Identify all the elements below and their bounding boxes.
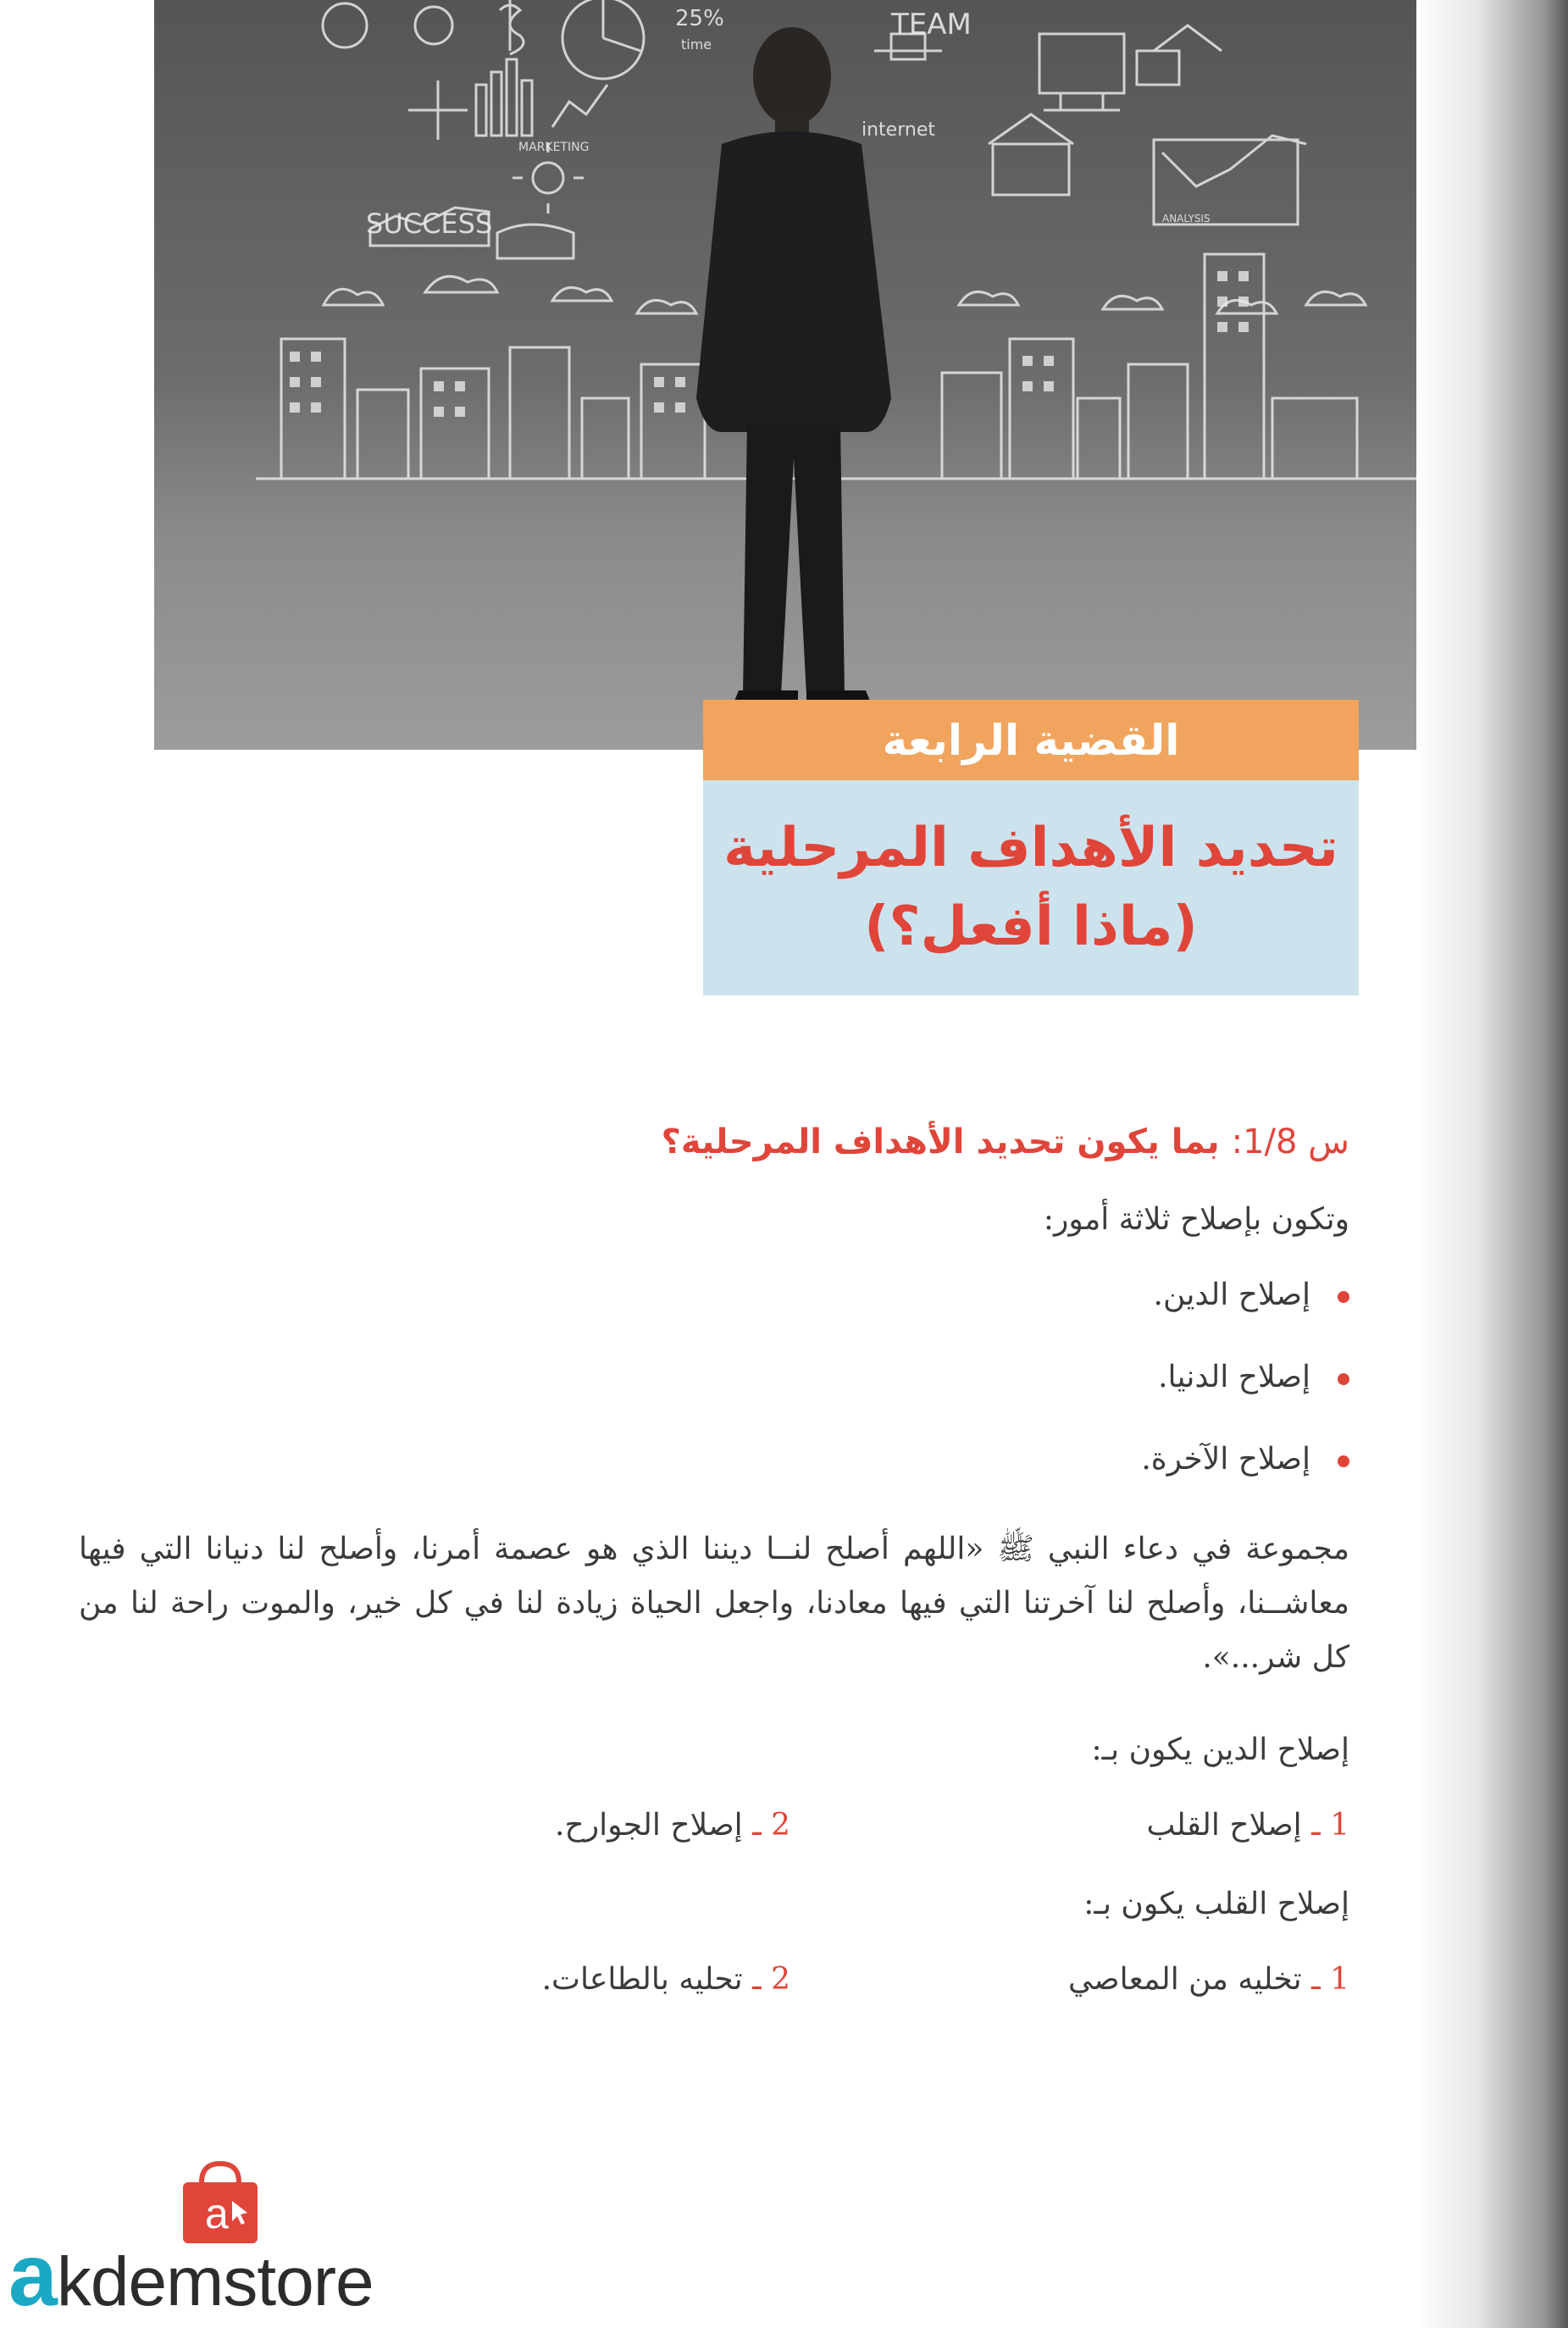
board-text-marketing: MARKETING [518, 141, 590, 154]
bullet-dot-icon [1338, 1291, 1349, 1303]
chapter-label: القضية الرابعة [703, 700, 1359, 780]
chapter-title [703, 780, 1359, 995]
board-text-time: time [681, 36, 712, 53]
akdemstore-logo [8, 2159, 440, 2325]
chapter-title-line1: تحديد الأهداف المرحلية [723, 817, 1338, 880]
dua-paragraph: مجموعة في دعاء النبي ﷺ «اللهم أصلح لنــا ديننا الذي هو عصمة أمرنا، وأصلح لنا دنيانا التي فيها معاشــنا، وأصلح لنا آخرتنا التي فيها معادنا، واجعل الحياة زيادة لنا في كل خير، والموت راحة لنا من كل شر...». [79, 1532, 1349, 1676]
logo-wordmark: akdemstore [8, 2226, 374, 2325]
question-number: س 1/8: [1231, 1122, 1349, 1161]
section1-heading: إصلاح الدين يكون بـ: [1091, 1732, 1349, 1768]
list-item: 2 ـ تحليه بالطاعات. [541, 1962, 790, 1998]
board-text-analysis: ANALYSIS [1162, 213, 1211, 224]
section2-items [79, 1962, 1349, 1997]
list-item: إصلاح الآخرة. [79, 1442, 1349, 1477]
board-text-success: SUCCESS [366, 208, 493, 240]
chapter-title-line2: (ماذا أفعل؟) [864, 895, 1198, 958]
board-text-percent: 25% [675, 6, 724, 31]
list-item: 1 ـ إصلاح القلب [1146, 1808, 1349, 1843]
hero-image [154, 0, 1416, 750]
board-text-team: TEAM [891, 8, 972, 42]
question-text: بما يكون تحديد الأهداف المرحلية؟ [661, 1122, 1220, 1161]
section1-items [79, 1808, 1349, 1843]
bullet-dot-icon [1338, 1455, 1349, 1467]
svg-text:a: a [205, 2190, 229, 2237]
page-edge-shadow [1416, 0, 1568, 2328]
intro-text: وتكون بإصلاح ثلاثة أمور: [1043, 1202, 1349, 1237]
bullet-dot-icon [1338, 1373, 1349, 1385]
board-text-internet: internet [862, 119, 935, 141]
chalkboard-illustration [154, 0, 1416, 750]
section2-heading: إصلاح القلب يكون بـ: [1083, 1887, 1349, 1922]
bullet-list [79, 1278, 1349, 1477]
chapter-title-box [703, 700, 1359, 995]
list-item: إصلاح الدين. [79, 1278, 1349, 1312]
list-item: 1 ـ تخليه من المعاصي [1068, 1962, 1349, 1998]
question-heading [79, 1122, 1349, 1161]
list-item: 2 ـ إصلاح الجوارح. [555, 1808, 790, 1843]
body-content [79, 1122, 1349, 2041]
list-item: إصلاح الدنيا. [79, 1360, 1349, 1394]
